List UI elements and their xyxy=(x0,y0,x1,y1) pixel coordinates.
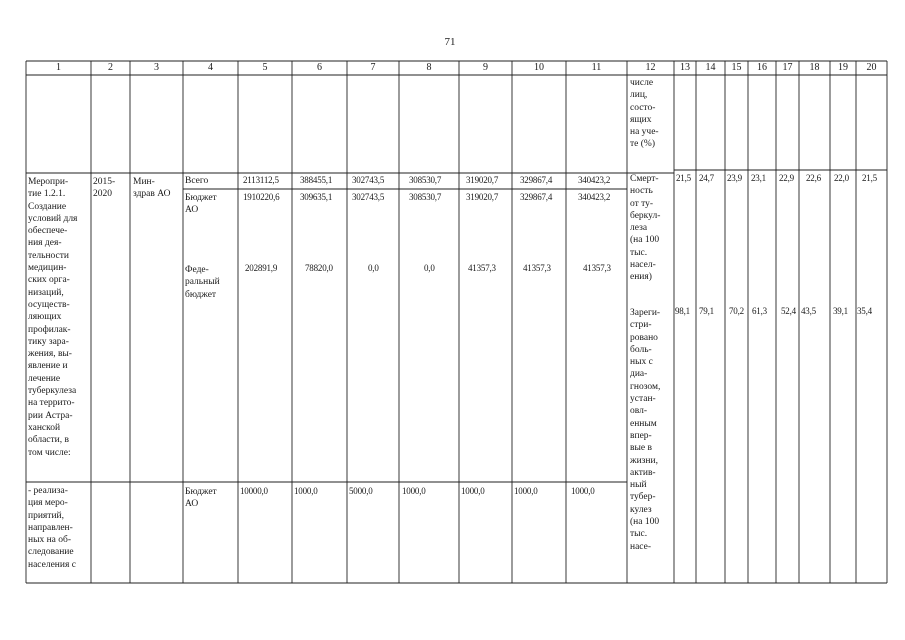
col-header-11: 11 xyxy=(591,62,602,73)
indicator-incidence-name: Зареги- стри- ровано боль- ных с диа- гнозом, устан- овл- енным впер- вые в жизни, актив- ный тубер- кулез (на 100 тыс. насе- xyxy=(630,308,661,552)
indicator-mortality-value-16: 23,1 xyxy=(751,173,766,183)
row-regional-source: Бюджет АО xyxy=(185,193,217,216)
indicator-mortality-value-14: 24,7 xyxy=(699,173,714,183)
indicator-incidence-value-16: 61,3 xyxy=(752,306,767,316)
activity-executor: Мин- здрав АО xyxy=(133,177,171,200)
col-header-9: 9 xyxy=(483,62,488,73)
row-federal-value-6: 78820,0 xyxy=(305,263,333,273)
row-regional-value-6: 309635,1 xyxy=(300,192,333,202)
row-total-value-5: 2113112,5 xyxy=(243,175,279,185)
row-regional-value-9: 319020,7 xyxy=(466,192,499,202)
page-number: 71 xyxy=(444,36,456,48)
col-header-7: 7 xyxy=(370,62,376,73)
row-total-value-11: 340423,2 xyxy=(578,175,611,185)
col-header-13: 13 xyxy=(680,62,690,73)
indicator-incidence-value-20: 35,4 xyxy=(857,306,872,316)
row-total-value-8: 308530,7 xyxy=(409,175,442,185)
sub-row-value-10: 1000,0 xyxy=(514,486,538,496)
col-header-5: 5 xyxy=(262,62,268,73)
indicator-mortality-value-17: 22,9 xyxy=(779,173,794,183)
col-header-3: 3 xyxy=(154,62,159,73)
row-total-source: Всего xyxy=(185,176,209,186)
indicator-incidence-value-19: 39,1 xyxy=(833,306,848,316)
row-total-value-10: 329867,4 xyxy=(520,175,553,185)
row-federal-source: Феде- ральный бюджет xyxy=(185,265,220,300)
col-header-4: 4 xyxy=(208,62,213,73)
col-header-6: 6 xyxy=(317,62,322,73)
indicator-continued-text: числе лиц, состо- ящих на уче- те (%) xyxy=(630,78,659,150)
indicator-mortality-name: Смерт- ность от ту- беркул- леза (на 100 тыс. насел- ения) xyxy=(630,174,661,283)
sub-row-value-9: 1000,0 xyxy=(461,486,485,496)
activity-period: 2015- 2020 xyxy=(93,177,116,200)
indicator-mortality-value-20: 21,5 xyxy=(862,173,877,183)
col-header-20: 20 xyxy=(866,62,877,73)
row-regional-value-7: 302743,5 xyxy=(352,192,385,202)
sub-activity-name: - реализа- ция меро- приятий, направлен- ных на об- следование населения с xyxy=(28,486,76,570)
row-regional-value-10: 329867,4 xyxy=(520,192,553,202)
row-federal-value-10: 41357,3 xyxy=(523,263,551,273)
sub-row-value-6: 1000,0 xyxy=(294,486,318,496)
col-header-1: 1 xyxy=(56,62,61,73)
col-header-17: 17 xyxy=(782,62,793,73)
row-total-value-6: 388455,1 xyxy=(300,175,333,185)
sub-row-source: Бюджет АО xyxy=(185,487,217,510)
col-header-10: 10 xyxy=(534,62,544,73)
indicator-incidence-value-18: 43,5 xyxy=(801,306,816,316)
col-header-12: 12 xyxy=(645,62,656,73)
col-header-16: 16 xyxy=(757,62,767,73)
row-regional-value-8: 308530,7 xyxy=(409,192,442,202)
row-federal-value-11: 41357,3 xyxy=(583,263,611,273)
col-header-14: 14 xyxy=(705,62,716,73)
row-regional-value-5: 1910220,6 xyxy=(243,192,280,202)
indicator-mortality-value-15: 23,9 xyxy=(727,173,742,183)
indicator-incidence-value-15: 70,2 xyxy=(729,306,744,316)
sub-row-value-8: 1000,0 xyxy=(402,486,426,496)
col-header-19: 19 xyxy=(838,62,848,73)
col-header-8: 8 xyxy=(426,62,432,73)
sub-row-value-11: 1000,0 xyxy=(571,486,595,496)
row-federal-value-7: 0,0 xyxy=(368,263,379,273)
indicator-incidence-value-13: 98,1 xyxy=(675,306,690,316)
row-federal-value-9: 41357,3 xyxy=(468,263,496,273)
col-header-2: 2 xyxy=(108,62,113,73)
indicator-incidence-value-17: 52,4 xyxy=(781,306,796,316)
activity-name: Меропри- тие 1.2.1. Создание условий для обеспече- ния дея- тельности медицин- ских орга- низаций, осуществ- ляющих профилак- тику зара- жения, вы- явление и лечение туберкулеза на террито- рии Астра- ханской области, в том числе: xyxy=(28,177,78,458)
indicator-incidence-value-14: 79,1 xyxy=(699,306,714,316)
row-total-value-7: 302743,5 xyxy=(352,175,385,185)
indicator-mortality-value-18: 22,6 xyxy=(806,173,821,183)
col-header-18: 18 xyxy=(809,62,820,73)
indicator-mortality-value-19: 22,0 xyxy=(834,173,849,183)
row-regional-value-11: 340423,2 xyxy=(578,192,611,202)
sub-row-value-7: 5000,0 xyxy=(349,486,373,496)
indicator-mortality-value-13: 21,5 xyxy=(676,173,691,183)
row-total-value-9: 319020,7 xyxy=(466,175,499,185)
col-header-15: 15 xyxy=(731,62,742,73)
row-federal-value-8: 0,0 xyxy=(424,263,435,273)
row-federal-value-5: 202891,9 xyxy=(245,263,278,273)
sub-row-value-5: 10000,0 xyxy=(240,486,268,496)
